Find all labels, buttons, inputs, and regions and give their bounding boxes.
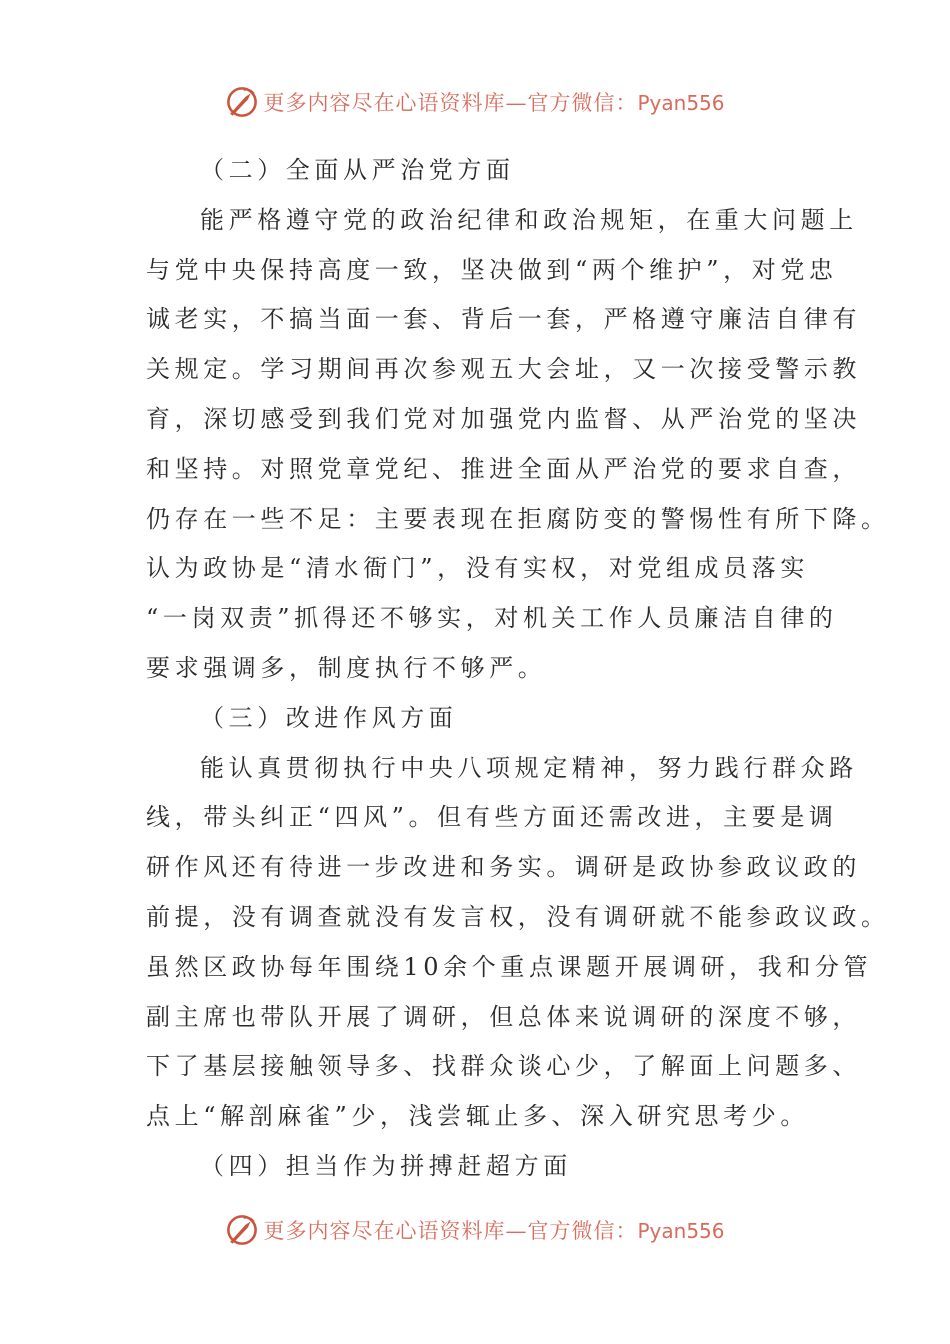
pen-logo-icon xyxy=(225,85,259,119)
document-body xyxy=(146,146,890,1192)
section-heading-4: （四）担当作为拼搏赶超方面 xyxy=(200,1151,572,1180)
body-line: 副主席也带队开展了调研，但总体来说调研的深度不够， xyxy=(146,1002,861,1031)
body-line: 下了基层接触领导多、找群众谈心少，了解面上问题多、 xyxy=(146,1052,861,1081)
header-banner xyxy=(0,80,950,124)
body-line: 和坚持。对照党章党纪、推进全面从严治党的要求自查， xyxy=(146,454,861,483)
body-line: 认为政协是“清水衙门”，没有实权，对党组成员落实 xyxy=(146,554,809,583)
body-line: “一岗双责”抓得还不够实，对机关工作人员廉洁自律的 xyxy=(146,604,838,633)
body-line: 线，带头纠正“四风”。但有些方面还需改进，主要是调 xyxy=(146,803,838,832)
body-line: 能认真贯彻执行中央八项规定精神，努力践行群众路 xyxy=(200,753,858,782)
banner-text-cn: 更多内容尽在心语资料库—官方微信： xyxy=(263,1219,638,1243)
footer-banner xyxy=(0,1208,950,1252)
body-line: 点上“解剖麻雀”少，浅尝辄止多、深入研究思考少。 xyxy=(146,1102,809,1131)
body-line: 关规定。学习期间再次参观五大会址，又一次接受警示教 xyxy=(146,355,861,384)
body-line: 仍存在一些不足：主要表现在拒腐防变的警惕性有所下降。 xyxy=(146,504,890,533)
body-line: 育，深切感受到我们党对加强党内监督、从严治党的坚决 xyxy=(146,404,861,433)
body-line: 能严格遵守党的政治纪律和政治规矩，在重大问题上 xyxy=(200,205,858,234)
section-heading-3: （三）改进作风方面 xyxy=(200,703,458,732)
body-line: 前提，没有调查就没有发言权，没有调研就不能参政议政。 xyxy=(146,902,890,931)
body-line: 诚老实，不搞当面一套、背后一套，严格遵守廉洁自律有 xyxy=(146,305,861,334)
banner-text-cn: 更多内容尽在心语资料库—官方微信： xyxy=(263,91,638,115)
body-line: 要求强调多，制度执行不够严。 xyxy=(146,653,547,682)
banner-text xyxy=(263,1215,724,1245)
section-heading-2: （二）全面从严治党方面 xyxy=(200,156,515,184)
banner-text-en: Pyan556 xyxy=(637,1219,725,1243)
banner-text xyxy=(263,87,724,117)
body-line: 虽然区政协每年围绕10余个重点课题开展调研，我和分管 xyxy=(146,952,873,981)
body-line: 研作风还有待进一步改进和务实。调研是政协参政议政的 xyxy=(146,853,861,882)
banner-text-en: Pyan556 xyxy=(637,91,725,115)
pen-logo-icon xyxy=(225,1213,259,1247)
body-line: 与党中央保持高度一致，坚决做到“两个维护”，对党忠 xyxy=(146,255,838,284)
